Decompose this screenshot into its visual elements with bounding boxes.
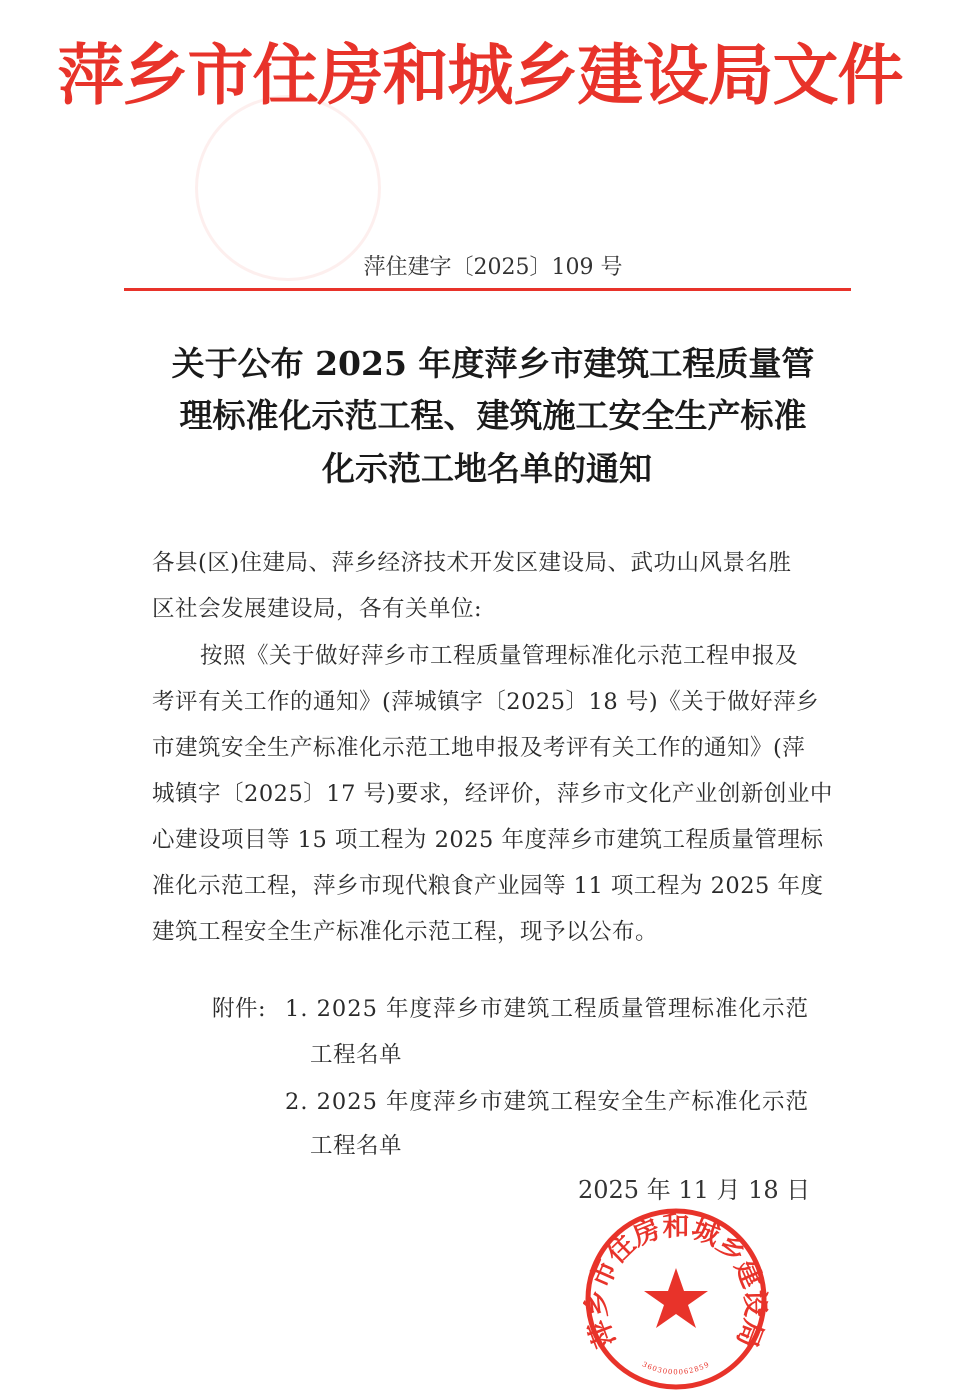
- issue-date: 2025 年 11 月 18 日: [578, 1176, 811, 1204]
- attachment-item: 2. 2025 年度萍乡市建筑工程安全生产标准化示范: [285, 1089, 810, 1115]
- body-line: 心建设项目等 15 项工程为 2025 年度萍乡市建筑工程质量管理标: [152, 827, 824, 853]
- seal-text: 萍乡市住房和城乡建设局: [583, 1211, 769, 1352]
- body-line: 按照《关于做好萍乡市工程质量管理标准化示范工程申报及: [200, 643, 799, 669]
- star-icon: [644, 1268, 708, 1328]
- title-line: 化示范工地名单的通知: [322, 449, 652, 488]
- official-seal: [583, 1206, 769, 1392]
- body-line: 市建筑安全生产标准化示范工地申报及考评有关工作的通知》(萍: [152, 735, 806, 761]
- attachments-label: 附件:: [212, 996, 267, 1022]
- attachment-item-cont: 工程名单: [310, 1133, 403, 1159]
- attachment-item: 1. 2025 年度萍乡市建筑工程质量管理标准化示范: [285, 996, 810, 1022]
- body-line: 各县(区)住建局、萍乡经济技术开发区建设局、武功山风景名胜: [152, 550, 792, 576]
- attachment-item-cont: 工程名单: [310, 1042, 403, 1068]
- title-line: 理标准化示范工程、建筑施工安全生产标准: [179, 396, 807, 435]
- body-line: 区社会发展建设局，各有关单位:: [152, 596, 483, 622]
- seal-code: 3603000062859: [640, 1360, 712, 1377]
- document-number: 萍住建字〔2025〕109 号: [363, 255, 623, 280]
- body-line: 准化示范工程，萍乡市现代粮食产业园等 11 项工程为 2025 年度: [152, 873, 824, 899]
- body-line: 考评有关工作的通知》(萍城镇字〔2025〕18 号)《关于做好萍乡: [152, 689, 820, 715]
- red-divider: [124, 288, 851, 291]
- body-line: 城镇字〔2025〕17 号)要求，经评价，萍乡市文化产业创新创业中: [152, 781, 833, 807]
- title-line: 关于公布 2025 年度萍乡市建筑工程质量管: [171, 344, 815, 383]
- document-header: 萍乡市住房和城乡建设局文件: [57, 37, 903, 114]
- body-line: 建筑工程安全生产标准化示范工程，现予以公布。: [152, 919, 659, 945]
